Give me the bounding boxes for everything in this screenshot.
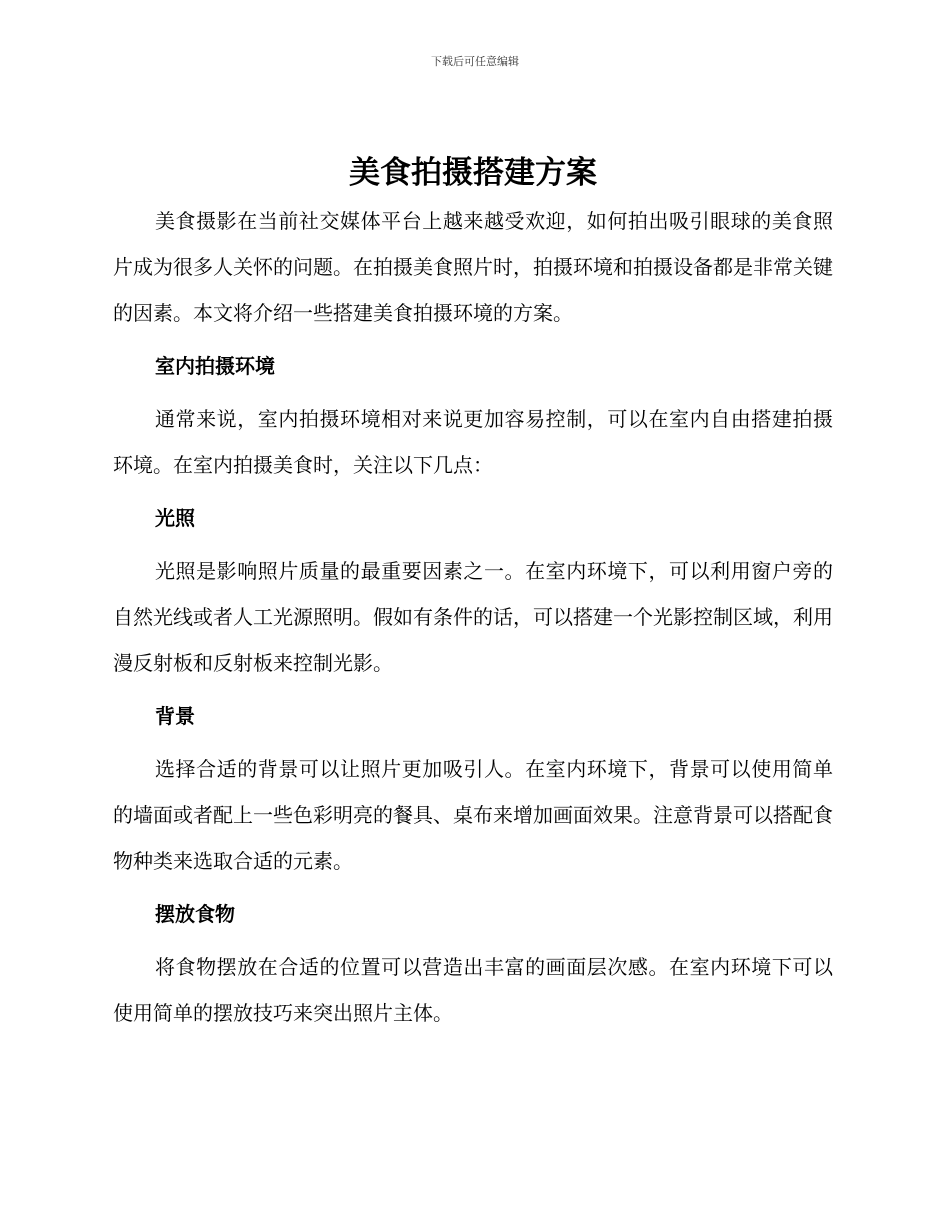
section-heading-lighting: 光照	[155, 506, 195, 530]
document-title: 美食拍摄搭建方案	[349, 155, 597, 191]
intro-paragraph: 美食摄影在当前社交媒体平台上越来越受欢迎，如何拍出吸引眼球的美食照片成为很多人关怀的问题。在拍摄美食照片时，拍摄环境和拍摄设备都是非常关键的因素。本文将介绍一些搭建美食拍摄环境的方案。	[113, 209, 833, 325]
section-heading-background: 背景	[155, 704, 195, 728]
section-text-lighting: 光照是影响照片质量的最重要因素之一。在室内环境下，可以利用窗户旁的自然光线或者人工光源照明。假如有条件的话，可以搭建一个光影控制区域，利用漫反射板和反射板来控制光影。	[113, 559, 833, 675]
document-body	[113, 150, 833, 1043]
section-text-indoor: 通常来说，室内拍摄环境相对来说更加容易控制，可以在室内自由搭建拍摄环境。在室内拍摄美食时，关注以下几点：	[113, 407, 833, 477]
section-text-background: 选择合适的背景可以让照片更加吸引人。在室内环境下，背景可以使用简单的墙面或者配上一些色彩明亮的餐具、桌布来增加画面效果。注意背景可以搭配食物种类来选取合适的元素。	[113, 757, 833, 873]
section-heading-indoor: 室内拍摄环境	[155, 354, 275, 378]
section-heading-food-placement: 摆放食物	[155, 902, 235, 926]
header-note: 下载后可任意编辑	[431, 55, 519, 68]
section-text-food-placement: 将食物摆放在合适的位置可以营造出丰富的画面层次感。在室内环境下可以使用简单的摆放技巧来突出照片主体。	[113, 955, 833, 1025]
